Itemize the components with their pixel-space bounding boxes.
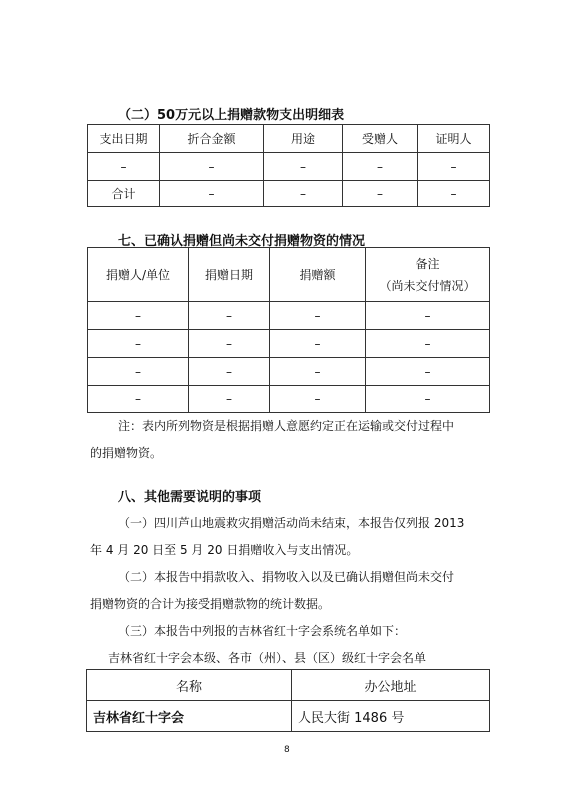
header-cell: 捐赠人/单位 [88, 248, 189, 302]
table-header-row [88, 125, 490, 153]
table-cell: – [418, 181, 490, 207]
header-cell: 捐赠额 [270, 248, 366, 302]
table-cell: – [343, 181, 418, 207]
paragraph-2-line2: 捐赠物资的合计为接受捐赠款物的统计数据。 [90, 597, 331, 611]
header-cell: 名称 [87, 670, 292, 701]
paragraph-2-line1: （二）本报告中捐款收入、捐物收入以及已确认捐赠但尚未交付 [118, 570, 455, 584]
table-total-row [88, 181, 490, 207]
org-address-cell: 人民大街 1486 号 [292, 701, 490, 732]
note-header-line2: （尚未交付情况） [379, 278, 476, 293]
header-cell: 证明人 [418, 125, 490, 153]
table-row [88, 358, 490, 386]
section-eight-heading: 八、其他需要说明的事项 [118, 490, 262, 505]
table-row [88, 386, 490, 413]
table-cell: – [366, 330, 490, 358]
table-cell: – [270, 302, 366, 330]
table-row [88, 302, 490, 330]
pending-donations-table [87, 247, 490, 413]
table-cell: – [189, 386, 270, 413]
header-cell: 折合金额 [160, 125, 264, 153]
table-cell: – [270, 386, 366, 413]
header-cell: 支出日期 [88, 125, 160, 153]
table-cell: – [270, 330, 366, 358]
header-cell-note [366, 248, 490, 302]
table-row [88, 330, 490, 358]
header-cell: 办公地址 [292, 670, 490, 701]
table-cell: – [264, 153, 343, 181]
table-cell: – [88, 358, 189, 386]
table-note-line1: 注：表内所列物资是根据捐赠人意愿约定正在运输或交付过程中 [118, 419, 455, 433]
table-cell: – [366, 302, 490, 330]
table-row [87, 701, 490, 732]
table-cell: – [366, 358, 490, 386]
expenditure-table [87, 124, 490, 207]
table-cell: – [160, 153, 264, 181]
table-cell: – [343, 153, 418, 181]
table-cell: – [189, 302, 270, 330]
paragraph-1-line1: （一）四川芦山地震救灾捐赠活动尚未结束，本报告仅列报 2013 [118, 516, 465, 530]
table-cell: – [189, 358, 270, 386]
table-cell: – [88, 153, 160, 181]
table-cell: 合计 [88, 181, 160, 207]
table-cell: – [189, 330, 270, 358]
table-cell: – [366, 386, 490, 413]
section-seven-heading: 七、已确认捐赠但尚未交付捐赠物资的情况 [118, 234, 366, 249]
table-cell: – [160, 181, 264, 207]
table-header-row [88, 248, 490, 302]
list-caption: 吉林省红十字会本级、各市（州）、县（区）级红十字会名单 [108, 651, 427, 665]
org-name-cell: 吉林省红十字会 [87, 701, 292, 732]
paragraph-3-line1: （三）本报告中列报的吉林省红十字会系统名单如下： [118, 624, 407, 638]
header-cell: 用途 [264, 125, 343, 153]
address-table [86, 669, 490, 732]
header-cell: 捐赠日期 [189, 248, 270, 302]
page-number: 8 [284, 745, 290, 755]
table-header-row [87, 670, 490, 701]
table-cell: – [88, 302, 189, 330]
table1-heading: （二）50万元以上捐赠款物支出明细表 [118, 108, 345, 123]
table-cell: – [88, 330, 189, 358]
table-note-line2: 的捐赠物资。 [90, 446, 163, 460]
table-cell: – [418, 153, 490, 181]
table-cell: – [264, 181, 343, 207]
table-cell: – [88, 386, 189, 413]
table-cell: – [270, 358, 366, 386]
note-header-line1: 备注 [415, 256, 440, 271]
header-cell: 受赠人 [343, 125, 418, 153]
paragraph-1-line2: 年 4 月 20 日至 5 月 20 日捐赠收入与支出情况。 [90, 543, 359, 557]
table-row [88, 153, 490, 181]
